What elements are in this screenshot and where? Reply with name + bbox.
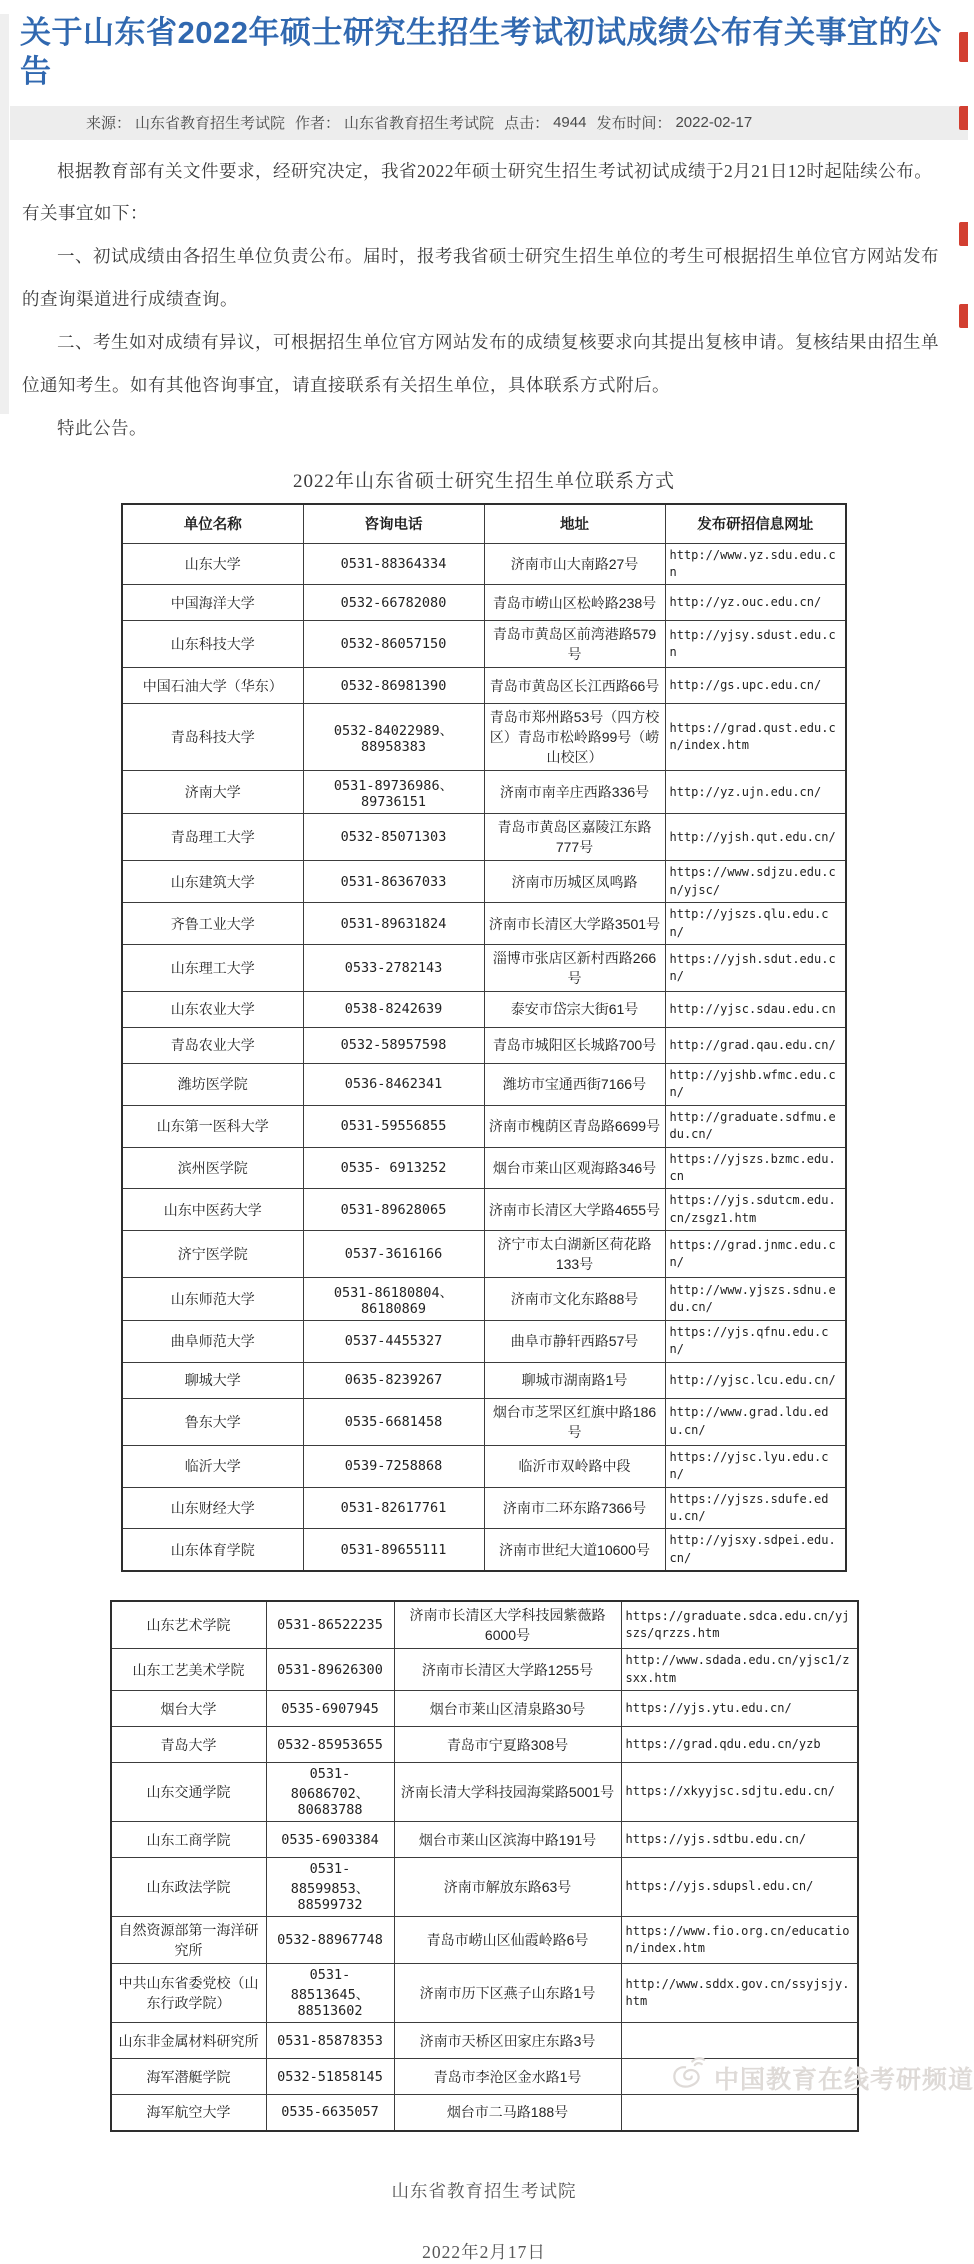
- cell-phone: 0532-66782080: [303, 585, 484, 621]
- author-value: 山东省教育招生考试院: [344, 115, 495, 132]
- cell-address: 济南市长清区大学科技园紫薇路6000号: [394, 1601, 621, 1649]
- author-label: 作者：: [295, 115, 341, 132]
- cell-url: https://graduate.sdca.edu.cn/yjszs/qrzzs.htm: [621, 1601, 858, 1649]
- megaphone-swirl-icon: [670, 2057, 714, 2098]
- cell-phone: 0538-8242639: [303, 991, 484, 1027]
- cell-url: http://graduate.sdfmu.edu.cn/: [665, 1105, 846, 1147]
- cell-phone: 0531-89631824: [303, 903, 484, 945]
- table-row: [111, 1691, 858, 1727]
- cell-name: 山东第一医科大学: [122, 1105, 303, 1147]
- cell-name: 中国石油大学（华东）: [122, 668, 303, 704]
- cell-phone: 0537-3616166: [303, 1231, 484, 1278]
- cell-name: 青岛理工大学: [122, 814, 303, 861]
- cell-address: 青岛市黄岛区长江西路66号: [484, 668, 665, 704]
- cell-address: 泰安市岱宗大街61号: [484, 991, 665, 1027]
- cell-address: 烟台市二马路188号: [394, 2095, 621, 2131]
- cell-name: 鲁东大学: [122, 1398, 303, 1445]
- cell-phone: 0531-86180804、86180869: [303, 1278, 484, 1321]
- cell-name: 山东财经大学: [122, 1487, 303, 1529]
- cell-name: 山东工商学院: [111, 1822, 267, 1858]
- cell-address: 济南市文化东路88号: [484, 1278, 665, 1321]
- cell-phone: 0535-6903384: [266, 1822, 394, 1858]
- cell-phone: 0531-88513645、88513602: [266, 1964, 394, 2023]
- table-row: [122, 1147, 846, 1189]
- cell-phone: 0535- 6913252: [303, 1147, 484, 1189]
- cell-name: 山东科技大学: [122, 621, 303, 668]
- table-row: [111, 2095, 858, 2131]
- cell-url: http://yjsxy.sdpei.edu.cn/: [665, 1529, 846, 1571]
- table-row: [122, 1231, 846, 1278]
- cell-address: 烟台市莱山区观海路346号: [484, 1147, 665, 1189]
- cell-name: 山东大学: [122, 543, 303, 585]
- clicks-label: 点击：: [504, 115, 550, 132]
- cell-phone: 0532-86057150: [303, 621, 484, 668]
- cell-phone: 0531-85878353: [266, 2023, 394, 2059]
- table-row: [122, 1105, 846, 1147]
- cell-address: 济南市槐荫区青岛路6699号: [484, 1105, 665, 1147]
- cell-address: 临沂市双岭路中段: [484, 1445, 665, 1487]
- cell-address: 济南市长清区大学路3501号: [484, 903, 665, 945]
- cell-address: 淄博市张店区新村西路266号: [484, 944, 665, 991]
- cell-name: 济南大学: [122, 771, 303, 814]
- cell-phone: 0532-58957598: [303, 1027, 484, 1063]
- cell-address: 烟台市莱山区清泉路30号: [394, 1691, 621, 1727]
- cell-address: 济南市山大南路27号: [484, 543, 665, 585]
- cell-name: 齐鲁工业大学: [122, 903, 303, 945]
- cell-url: http://www.yz.sdu.edu.cn: [665, 543, 846, 585]
- cell-phone: 0532-88967748: [266, 1917, 394, 1964]
- table-row: [122, 543, 846, 585]
- cell-name: 青岛科技大学: [122, 704, 303, 771]
- cell-url: https://www.sdjzu.edu.cn/yjsc/: [665, 861, 846, 903]
- cell-address: 曲阜市静轩西路57号: [484, 1321, 665, 1363]
- cell-name: 中国海洋大学: [122, 585, 303, 621]
- table-row: [122, 1529, 846, 1571]
- cell-name: 山东理工大学: [122, 944, 303, 991]
- cell-url: http://yjszs.qlu.edu.cn/: [665, 903, 846, 945]
- red-edge-marker: [959, 106, 968, 130]
- signature-organization: 山东省教育招生考试院: [391, 2180, 577, 2201]
- cell-address: 青岛市郑州路53号（四方校区）青岛市松岭路99号（崂山校区）: [484, 704, 665, 771]
- cell-address: 济南市二环东路7366号: [484, 1487, 665, 1529]
- source-value: 山东省教育招生考试院: [135, 115, 286, 132]
- cell-phone: 0531-88364334: [303, 543, 484, 585]
- cell-url: https://grad.jnmc.edu.cn/: [665, 1231, 846, 1278]
- cell-address: 青岛市黄岛区嘉陵江东路777号: [484, 814, 665, 861]
- cell-url: http://gs.upc.edu.cn/: [665, 668, 846, 704]
- cell-phone: 0531-86522235: [266, 1601, 394, 1649]
- red-edge-marker: [959, 304, 968, 328]
- cell-url: [621, 2095, 858, 2131]
- cell-address: 青岛市黄岛区前湾港路579号: [484, 621, 665, 668]
- cell-url: http://yjshb.wfmc.edu.cn/: [665, 1063, 846, 1105]
- site-watermark: [670, 2057, 974, 2098]
- table-row: [122, 1027, 846, 1063]
- cell-url: http://www.yjszs.sdnu.edu.cn/: [665, 1278, 846, 1321]
- cell-phone: 0535-6681458: [303, 1398, 484, 1445]
- table-row: [111, 1858, 858, 1917]
- cell-address: 青岛市崂山区仙霞岭路6号: [394, 1917, 621, 1964]
- header-phone: 咨询电话: [303, 504, 484, 544]
- cell-phone: 0531-89655111: [303, 1529, 484, 1571]
- cell-name: 山东工艺美术学院: [111, 1649, 267, 1691]
- cell-address: 济南市长清区大学路4655号: [484, 1189, 665, 1231]
- cell-url: https://yjsc.lyu.edu.cn/: [665, 1445, 846, 1487]
- table-row: [122, 704, 846, 771]
- table-row: [111, 1917, 858, 1964]
- cell-name: 自然资源部第一海洋研究所: [111, 1917, 267, 1964]
- table-row: [111, 1822, 858, 1858]
- cell-name: 中共山东省委党校（山东行政学院）: [111, 1964, 267, 2023]
- cell-address: 济南市解放东路63号: [394, 1858, 621, 1917]
- cell-address: 潍坊市宝通西街7166号: [484, 1063, 665, 1105]
- article-meta-bar: [10, 106, 968, 140]
- cell-name: 山东师范大学: [122, 1278, 303, 1321]
- cell-phone: 0531-89626300: [266, 1649, 394, 1691]
- cell-name: 山东艺术学院: [111, 1601, 267, 1649]
- cell-name: 滨州医学院: [122, 1147, 303, 1189]
- cell-address: 烟台市莱山区滨海中路191号: [394, 1822, 621, 1858]
- cell-name: 临沂大学: [122, 1445, 303, 1487]
- cell-url: https://yjszs.sdufe.edu.cn/: [665, 1487, 846, 1529]
- cell-url: [621, 2023, 858, 2059]
- cell-address: 济南市南辛庄西路336号: [484, 771, 665, 814]
- cell-address: 济南市历下区燕子山东路1号: [394, 1964, 621, 2023]
- cell-url: https://www.fio.org.cn/education/index.htm: [621, 1917, 858, 1964]
- table-row: [122, 1445, 846, 1487]
- cell-address: 烟台市芝罘区红旗中路186号: [484, 1398, 665, 1445]
- pubtime-label: 发布时间：: [596, 115, 672, 132]
- cell-url: https://yjs.sdtbu.edu.cn/: [621, 1822, 858, 1858]
- cell-name: 烟台大学: [111, 1691, 267, 1727]
- cell-address: 济南市世纪大道10600号: [484, 1529, 665, 1571]
- watermark-text: 中国教育在线考研频道: [713, 2065, 974, 2094]
- table-row: [111, 1727, 858, 1763]
- table-row: [122, 771, 846, 814]
- header-website: 发布研招信息网址: [665, 504, 846, 544]
- header-unit-name: 单位名称: [122, 504, 303, 544]
- cell-phone: 0531-89628065: [303, 1189, 484, 1231]
- table-row: [122, 903, 846, 945]
- cell-url: http://yz.ujn.edu.cn/: [665, 771, 846, 814]
- table-caption: 2022年山东省硕士研究生招生单位联系方式: [292, 470, 675, 492]
- cell-name: 青岛大学: [111, 1727, 267, 1763]
- table-row: [122, 585, 846, 621]
- table-row: [122, 1398, 846, 1445]
- clicks-value: 4944: [553, 114, 587, 131]
- table-row: [122, 668, 846, 704]
- cell-name: 济宁医学院: [122, 1231, 303, 1278]
- cell-phone: 0532-85953655: [266, 1727, 394, 1763]
- signature-date: 2022年2月17日: [422, 2241, 546, 2262]
- cell-url: https://yjs.qfnu.edu.cn/: [665, 1321, 846, 1363]
- cell-phone: 0539-7258868: [303, 1445, 484, 1487]
- table-row: [111, 2023, 858, 2059]
- cell-phone: 0531-82617761: [303, 1487, 484, 1529]
- cell-url: https://yjs.sdutcm.edu.cn/zsgz1.htm: [665, 1189, 846, 1231]
- table-row: [122, 991, 846, 1027]
- cell-name: 山东政法学院: [111, 1858, 267, 1917]
- cell-address: 济宁市太白湖新区荷花路133号: [484, 1231, 665, 1278]
- table-row: [122, 1321, 846, 1363]
- cell-address: 青岛市宁夏路308号: [394, 1727, 621, 1763]
- cell-url: http://yjsc.lcu.edu.cn/: [665, 1362, 846, 1398]
- table-row: [111, 1601, 858, 1649]
- table-row: [111, 1763, 858, 1822]
- table-row: [122, 1189, 846, 1231]
- cell-url: https://yjszs.bzmc.edu.cn: [665, 1147, 846, 1189]
- cell-name: 青岛农业大学: [122, 1027, 303, 1063]
- table-row: [122, 1487, 846, 1529]
- cell-address: 济南市长清区大学路1255号: [394, 1649, 621, 1691]
- page-title: 关于山东省2022年硕士研究生招生考试初试成绩公布有关事宜的公告: [20, 15, 942, 89]
- cell-url: http://www.grad.ldu.edu.cn/: [665, 1398, 846, 1445]
- cell-url: http://yjsc.sdau.edu.cn: [665, 991, 846, 1027]
- cell-url: http://www.sddx.gov.cn/ssyjsjy.htm: [621, 1964, 858, 2023]
- cell-address: 青岛市崂山区松岭路238号: [484, 585, 665, 621]
- cell-name: 山东交通学院: [111, 1763, 267, 1822]
- cell-name: 山东农业大学: [122, 991, 303, 1027]
- announcement-page: [0, 14, 974, 2262]
- red-edge-marker: [959, 32, 968, 62]
- paragraph: 二、考生如对成绩有异议，可根据招生单位官方网站发布的成绩复核要求向其提出复核申请。复核结果由招生单位通知考生。如有其他咨询事宜，请直接联系有关招生单位，具体联系方式附后。: [22, 332, 939, 395]
- pubtime-value: 2022-02-17: [675, 114, 753, 131]
- paragraph: 一、初试成绩由各招生单位负责公布。届时，报考我省硕士研究生招生单位的考生可根据招生单位官方网站发布的查询渠道进行成绩查询。: [22, 246, 939, 310]
- cell-phone: 0533-2782143: [303, 944, 484, 991]
- cell-name: 山东建筑大学: [122, 861, 303, 903]
- cell-name: 潍坊医学院: [122, 1063, 303, 1105]
- cell-phone: 0535-6907945: [266, 1691, 394, 1727]
- cell-phone: 0531-59556855: [303, 1105, 484, 1147]
- cell-phone: 0531-88599853、88599732: [266, 1858, 394, 1917]
- table-row: [122, 1063, 846, 1105]
- cell-address: 聊城市湖南路1号: [484, 1362, 665, 1398]
- table-row: [122, 1362, 846, 1398]
- cell-url: https://xkyyjsc.sdjtu.edu.cn/: [621, 1763, 858, 1822]
- cell-name: 聊城大学: [122, 1362, 303, 1398]
- cell-url: http://yjsy.sdust.edu.cn: [665, 621, 846, 668]
- cell-address: 济南市天桥区田家庄东路3号: [394, 2023, 621, 2059]
- cell-phone: 0635-8239267: [303, 1362, 484, 1398]
- table-row: [122, 861, 846, 903]
- cell-phone: 0532-51858145: [266, 2059, 394, 2095]
- cell-url: http://www.sdada.edu.cn/yjsc1/zsxx.htm: [621, 1649, 858, 1691]
- header-address: 地址: [484, 504, 665, 544]
- cell-url: https://yjs.sdupsl.edu.cn/: [621, 1858, 858, 1917]
- cell-phone: 0532-86981390: [303, 668, 484, 704]
- cell-phone: 0536-8462341: [303, 1063, 484, 1105]
- cell-address: 青岛市李沧区金水路1号: [394, 2059, 621, 2095]
- cell-name: 海军航空大学: [111, 2095, 267, 2131]
- cell-phone: 0537-4455327: [303, 1321, 484, 1363]
- cell-name: 海军潜艇学院: [111, 2059, 267, 2095]
- cell-name: 山东中医药大学: [122, 1189, 303, 1231]
- contacts-table-2: [110, 1600, 859, 2131]
- cell-phone: 0532-85071303: [303, 814, 484, 861]
- cell-url: http://yz.ouc.edu.cn/: [665, 585, 846, 621]
- cell-url: http://yjsh.qut.edu.cn/: [665, 814, 846, 861]
- cell-name: 山东非金属材料研究所: [111, 2023, 267, 2059]
- article-body: [0, 150, 968, 450]
- paragraph: 特此公告。: [57, 417, 147, 438]
- cell-phone: 0531-86367033: [303, 861, 484, 903]
- table-row: [122, 944, 846, 991]
- cell-phone: 0535-6635057: [266, 2095, 394, 2131]
- source-label: 来源：: [86, 115, 132, 132]
- cell-name: 曲阜师范大学: [122, 1321, 303, 1363]
- table-row: [122, 814, 846, 861]
- table-header-row: [122, 504, 846, 544]
- cell-name: 山东体育学院: [122, 1529, 303, 1571]
- table-row: [111, 1649, 858, 1691]
- cell-url: https://grad.qust.edu.cn/index.htm: [665, 704, 846, 771]
- table-row: [122, 1278, 846, 1321]
- cell-address: 济南长清大学科技园海棠路5001号: [394, 1763, 621, 1822]
- cell-address: 济南市历城区凤鸣路: [484, 861, 665, 903]
- cell-phone: 0532-84022989、88958383: [303, 704, 484, 771]
- contacts-table-1: [121, 503, 847, 1573]
- cell-url: https://yjsh.sdut.edu.cn/: [665, 944, 846, 991]
- cell-url: https://grad.qdu.edu.cn/yzb: [621, 1727, 858, 1763]
- table-row: [122, 621, 846, 668]
- table-row: [111, 1964, 858, 2023]
- red-edge-marker: [959, 222, 968, 246]
- left-gutter: [0, 14, 9, 414]
- cell-phone: 0531-80686702、80683788: [266, 1763, 394, 1822]
- paragraph: 根据教育部有关文件要求，经研究决定，我省2022年硕士研究生招生考试初试成绩于2月21日12时起陆续公布。有关事宜如下：: [22, 160, 933, 224]
- cell-address: 青岛市城阳区长城路700号: [484, 1027, 665, 1063]
- cell-url: http://grad.qau.edu.cn/: [665, 1027, 846, 1063]
- cell-phone: 0531-89736986、89736151: [303, 771, 484, 814]
- cell-url: https://yjs.ytu.edu.cn/: [621, 1691, 858, 1727]
